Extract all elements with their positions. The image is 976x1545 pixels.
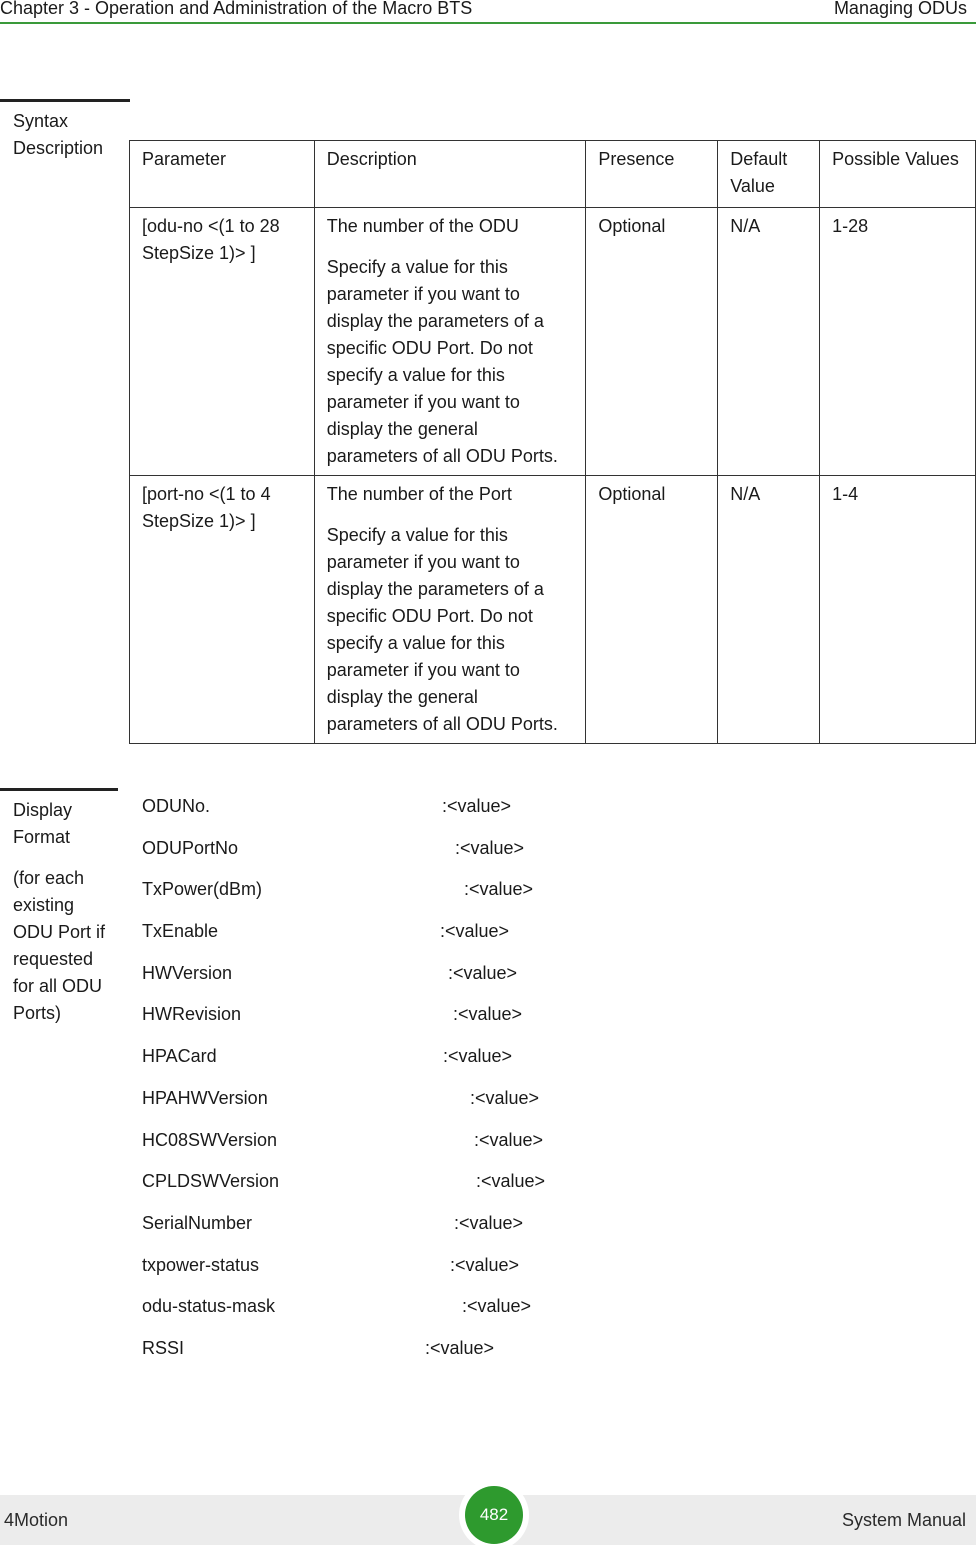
- field-value: :<value>: [462, 1296, 532, 1317]
- section-title: Managing ODUs: [833, 0, 967, 18]
- format-row: [142, 1338, 742, 1380]
- manual-name: System Manual: [841, 1510, 966, 1530]
- field-name: HPAHWVersion: [142, 1087, 268, 1108]
- product-name: 4Motion: [4, 1510, 69, 1530]
- parameter-cell: [port-no <(1 to 4 StepSize 1)> ]: [130, 476, 315, 744]
- field-value: :<value>: [474, 1129, 544, 1150]
- field-value: :<value>: [450, 1254, 520, 1275]
- field-name: RSSI: [142, 1337, 185, 1358]
- field-value: :<value>: [454, 1212, 524, 1233]
- table-row: [130, 208, 976, 476]
- field-value: :<value>: [442, 796, 512, 816]
- field-name: HC08SWVersion: [142, 1129, 278, 1150]
- field-name: HPACard: [142, 1046, 217, 1067]
- format-row: [142, 1130, 742, 1172]
- field-name: HWVersion: [142, 962, 233, 983]
- field-value: :<value>: [425, 1337, 495, 1358]
- field-value: :<value>: [464, 879, 534, 900]
- default-value-cell: N/A: [718, 476, 820, 744]
- format-row: [142, 1171, 742, 1213]
- possible-values-cell: 1-28: [820, 208, 976, 476]
- page-footer: [0, 1495, 976, 1545]
- field-name: txpower-status: [142, 1254, 260, 1275]
- format-row: [142, 1213, 742, 1255]
- format-row: [142, 838, 742, 880]
- field-name: CPLDSWVersion: [142, 1171, 280, 1192]
- default-value-cell: N/A: [718, 208, 820, 476]
- format-row: [142, 879, 742, 921]
- field-name: SerialNumber: [142, 1212, 253, 1233]
- syntax-label-line-2: Description: [13, 138, 104, 158]
- column-header: Possible Values: [820, 141, 976, 208]
- field-value: :<value>: [440, 921, 510, 942]
- syntax-description-label: [0, 99, 130, 162]
- description-title: The number of the Port: [326, 484, 512, 504]
- field-name: TxPower(dBm): [142, 879, 263, 900]
- description-cell: [314, 476, 586, 744]
- format-row: [142, 1088, 742, 1130]
- format-row: [142, 963, 742, 1005]
- field-value: :<value>: [448, 962, 518, 983]
- chapter-title: Chapter 3 - Operation and Administration of the Macro BTS: [0, 0, 473, 18]
- format-row: [142, 921, 742, 963]
- field-name: HWRevision: [142, 1004, 242, 1025]
- field-name: odu-status-mask: [142, 1296, 276, 1317]
- format-row: [142, 796, 742, 838]
- format-row: [142, 1255, 742, 1297]
- column-header: Presence: [586, 141, 718, 208]
- presence-cell: Optional: [586, 208, 718, 476]
- field-value: :<value>: [476, 1171, 546, 1192]
- display-format-label: [0, 788, 118, 1027]
- field-name: ODUPortNo: [142, 837, 239, 858]
- presence-cell: Optional: [586, 476, 718, 744]
- field-value: :<value>: [470, 1087, 540, 1108]
- syntax-label-line-1: Syntax: [13, 111, 69, 131]
- description-body: Specify a value for this parameter if you want to display the parameters of a specific ODU Port. Do not specify a value for this parameter if you want to display the general parameters of all ODU Ports.: [326, 525, 558, 734]
- table-row: [130, 476, 976, 744]
- parameter-table: [129, 140, 976, 744]
- format-row: [142, 1004, 742, 1046]
- format-row: [142, 1296, 742, 1338]
- column-header: Parameter: [130, 141, 315, 208]
- display-format-title: Display Format: [13, 800, 73, 847]
- possible-values-cell: 1-4: [820, 476, 976, 744]
- table-header-row: [130, 141, 976, 208]
- description-body: Specify a value for this parameter if you want to display the parameters of a specific ODU Port. Do not specify a value for this parameter if you want to display the general parameters of all ODU Ports.: [326, 257, 558, 466]
- display-format-list: [142, 796, 742, 1380]
- format-row: [142, 1046, 742, 1088]
- page-header: [0, 0, 976, 24]
- field-name: ODUNo.: [142, 796, 211, 816]
- parameter-cell: [odu-no <(1 to 28 StepSize 1)> ]: [130, 208, 315, 476]
- description-cell: [314, 208, 586, 476]
- description-title: The number of the ODU: [326, 216, 519, 236]
- display-format-note: (for each existing ODU Port if requested for all ODU Ports): [13, 868, 106, 1023]
- field-value: :<value>: [453, 1004, 523, 1025]
- page-number-badge: 482: [465, 1486, 523, 1544]
- field-name: TxEnable: [142, 921, 219, 942]
- field-value: :<value>: [455, 837, 525, 858]
- field-value: :<value>: [443, 1046, 513, 1067]
- column-header: Description: [314, 141, 586, 208]
- column-header: Default Value: [718, 141, 820, 208]
